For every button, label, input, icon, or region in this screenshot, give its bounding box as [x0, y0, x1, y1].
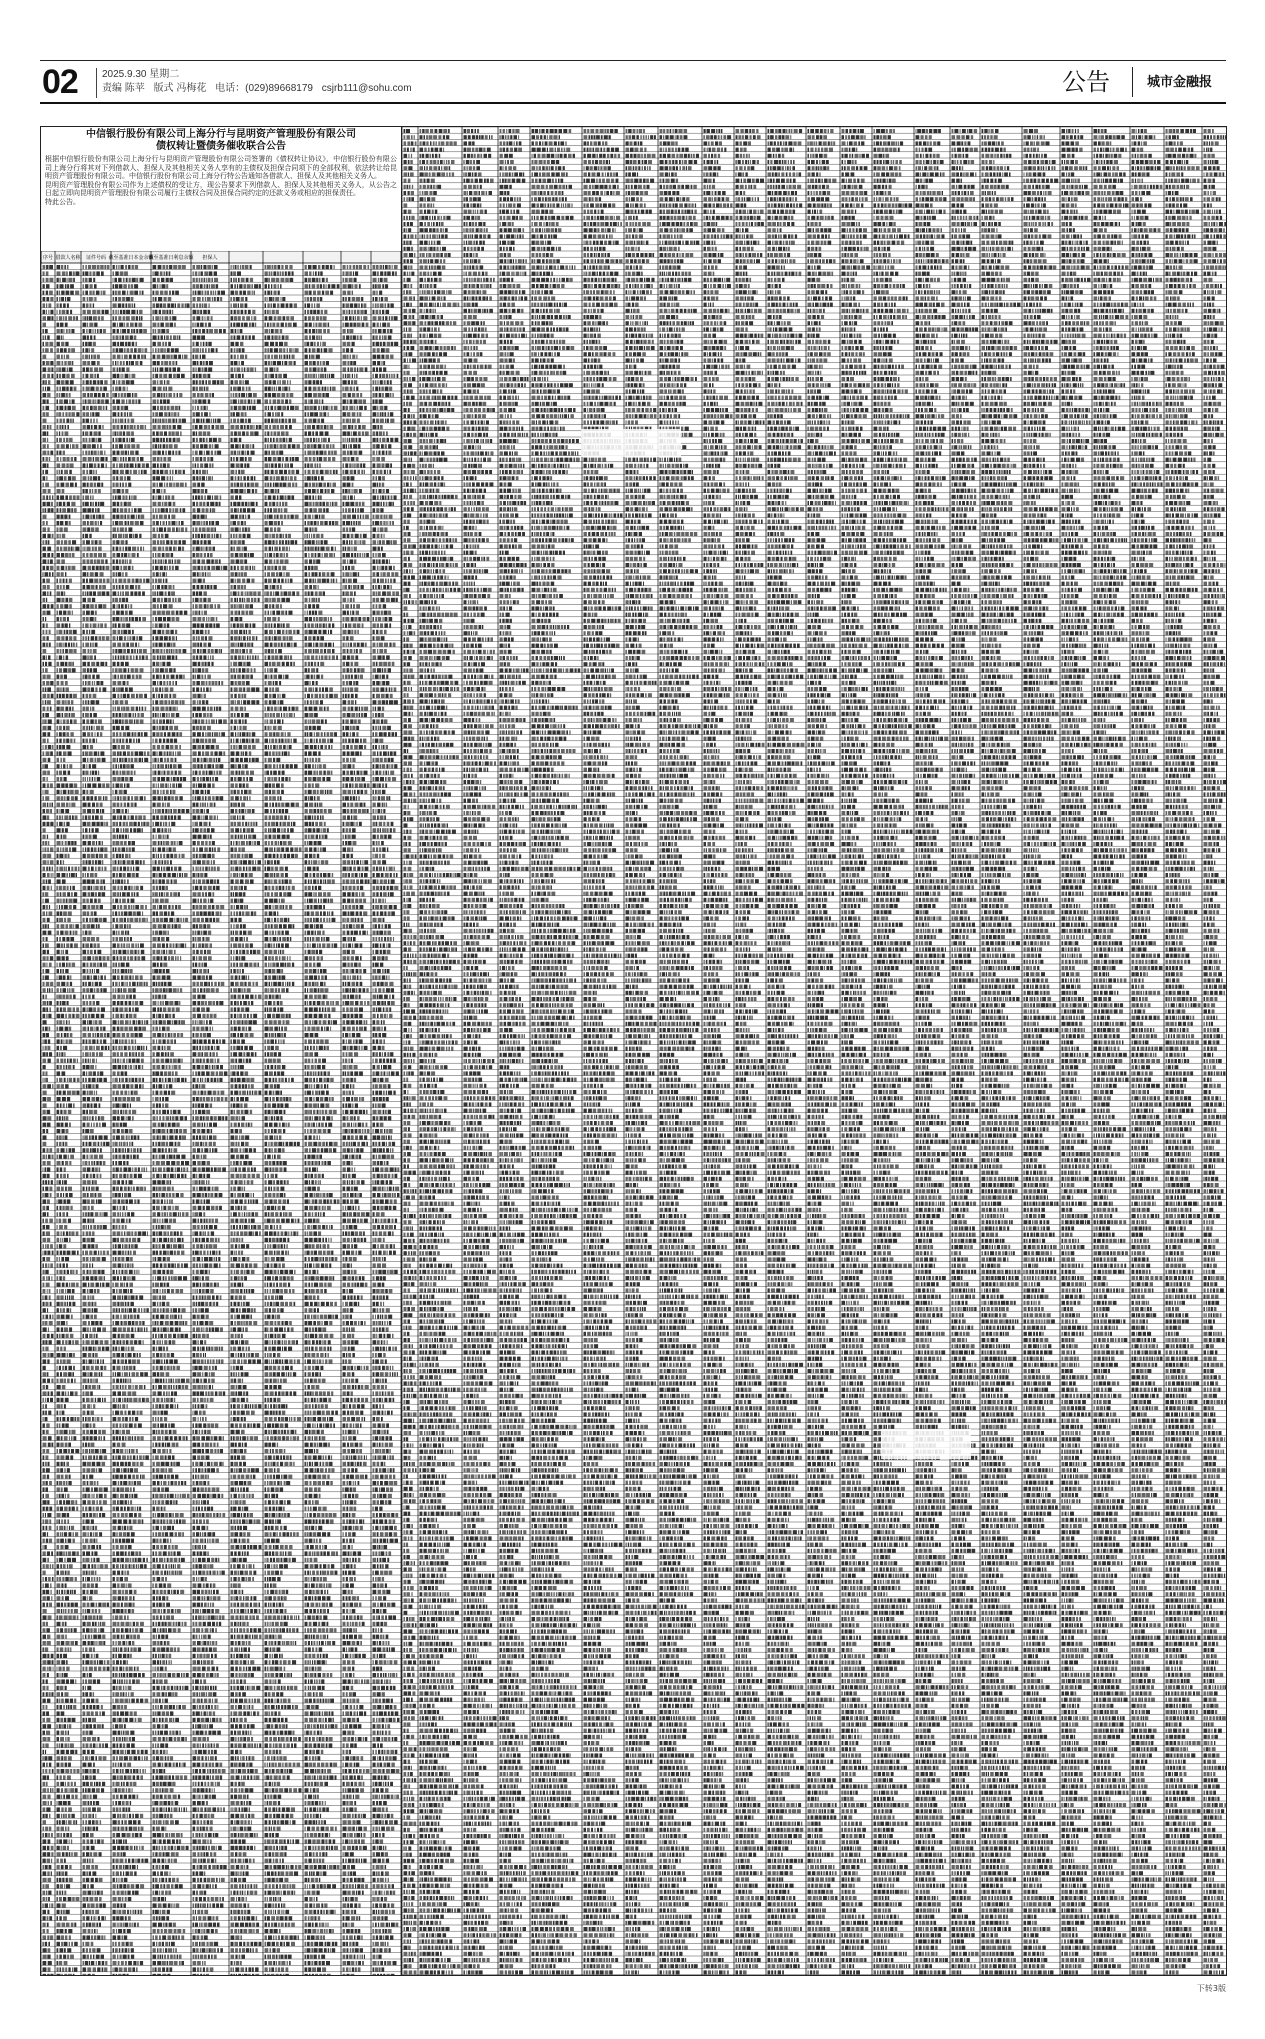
page-number: 02 — [42, 64, 78, 100]
editor-credit: 责编 陈苹 — [102, 83, 145, 94]
intro-paragraph: 昆明资产管理股份有限公司作为上述债权的受让方，现公告要求下列借款人、担保人及其他相关义务人，从公告之日起立即向昆明资产管理股份有限公司履行主债权合同及担保合同约定的还款义务或相应的担保责任。 — [45, 181, 397, 198]
blank-cell-block — [581, 429, 681, 457]
section-title: 公告 — [1062, 67, 1110, 97]
blank-cell-block — [881, 1429, 971, 1459]
layout-credit: 版式 冯梅花 — [154, 83, 207, 94]
issue-date: 2025.9.30 星期二 — [102, 69, 179, 80]
table-header-cell: 证件号码 — [86, 254, 106, 261]
table-text-texture — [43, 265, 400, 1975]
table-header-cell: 借款人名称 — [55, 254, 81, 261]
header-top-rule — [40, 60, 1226, 61]
left-table-grid — [41, 251, 401, 1975]
header-meta — [96, 68, 418, 98]
newspaper-name: 城市金融报 — [1147, 74, 1212, 92]
continued-note: 下转3版 — [1197, 1983, 1226, 1994]
notice-intro — [41, 153, 401, 251]
contact-phone: 电话：(029)89668179 — [215, 83, 313, 94]
debt-table-right — [402, 127, 1227, 1975]
intro-paragraph: 根据中信银行股份有限公司上海分行与昆明资产管理股份有限公司签署的《债权转让协议》，中信银行股份有限公司上海分行将其对下列借款人、担保人及其他相关义务人享有的主债权及担保合同项下的全部权利，依法转让给昆明资产管理股份有限公司。中信银行股份有限公司上海分行特公告通知各借款人、担保人及其他相关义务人。 — [45, 155, 397, 181]
header-bottom-rule — [40, 102, 1226, 104]
table-header-cell: 截至基准日利息余额 — [148, 254, 194, 261]
header-divider — [1132, 67, 1133, 97]
joint-notice — [40, 126, 1227, 1976]
debt-table-grid-left — [41, 251, 401, 1975]
notice-title-line-2: 债权转让暨债务催收联合公告 — [41, 141, 401, 153]
right-table-grid — [402, 127, 1227, 1975]
contact-email: csjrb111@sohu.com — [322, 83, 412, 94]
table-header-cell: 截至基准日本金余额 — [108, 254, 154, 261]
notice-title-line-1: 中信银行股份有限公司上海分行与昆明资产管理股份有限公司 — [41, 129, 401, 141]
intro-paragraph: 特此公告。 — [45, 198, 397, 207]
notice-title — [41, 127, 401, 153]
table-header-cell: 担保人 — [202, 254, 217, 261]
debt-table-left — [41, 251, 401, 1975]
notice-left-column — [41, 127, 402, 1975]
table-header-cell: 序号 — [43, 254, 53, 261]
debt-table-grid-right — [402, 127, 1227, 1975]
page-header — [40, 60, 1226, 108]
